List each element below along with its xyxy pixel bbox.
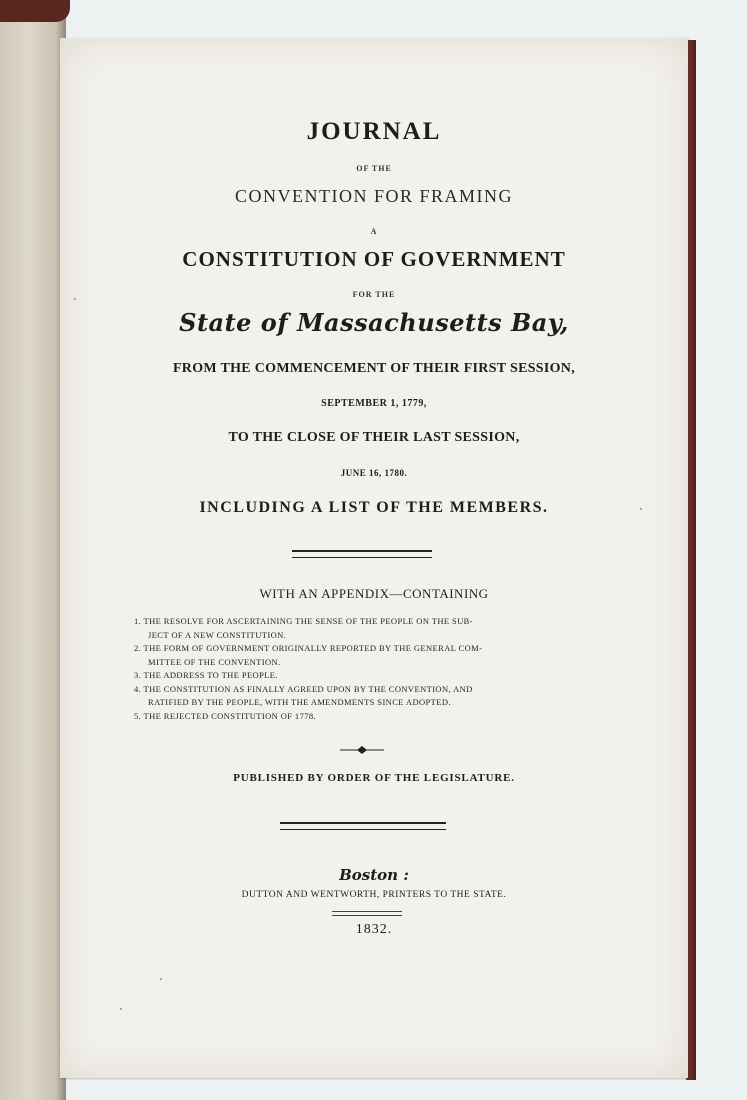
constitution-line: CONSTITUTION OF GOVERNMENT (182, 247, 566, 271)
published-line: PUBLISHED BY ORDER OF THE LEGISLATURE. (233, 772, 515, 784)
a-word-text: A (370, 227, 378, 236)
appendix-item: 3. THE ADDRESS TO THE PEOPLE. (134, 670, 278, 680)
paper-speck (120, 1008, 122, 1010)
appendix-item: 2. THE FORM OF GOVERNMENT ORIGINALLY REPORTED BY THE GENERAL COM- (134, 643, 483, 653)
last-session-date: JUNE 16, 1780. (340, 468, 408, 478)
paper-speck (74, 298, 76, 300)
book-binding-edge (0, 0, 66, 1100)
paper-speck (160, 978, 162, 980)
ornament-dash-icon (340, 746, 384, 754)
book-cover-corner (0, 0, 70, 22)
appendix-item-continuation: MITTEE OF THE CONVENTION. (148, 656, 281, 667)
appendix-list (134, 615, 604, 723)
state-line: State of Massachusetts Bay, (179, 308, 569, 337)
imprint-printers: DUTTON AND WENTWORTH, PRINTERS TO THE STATE. (241, 890, 507, 900)
appendix-item: 1. THE RESOLVE FOR ASCERTAINING THE SENSE OF THE PEOPLE ON THE SUB- (134, 616, 473, 626)
appendix-item: 5. THE REJECTED CONSTITUTION OF 1778. (134, 710, 317, 721)
appendix-item-continuation: JECT OF A NEW CONSTITUTION. (148, 629, 287, 640)
appendix-item-continuation: RATIFIED BY THE PEOPLE, WITH THE AMENDMENTS SINCE ADOPTED. (148, 697, 451, 707)
convention-line: CONVENTION FOR FRAMING (234, 186, 513, 206)
appendix-item: 4. THE CONSTITUTION AS FINALLY AGREED UPON BY THE CONVENTION, AND (134, 683, 473, 694)
divider-rule (280, 822, 446, 830)
divider-rule (292, 550, 432, 558)
page-title: JOURNAL (306, 118, 442, 145)
divider-rule-small (332, 911, 402, 916)
imprint-year: 1832. (355, 922, 393, 937)
imprint-city: Boston : (339, 866, 409, 884)
of-the-text: OF THE (356, 164, 392, 173)
for-the-text: FOR THE (352, 290, 396, 299)
including-line: INCLUDING A LIST OF THE MEMBERS. (199, 499, 549, 516)
appendix-heading: WITH AN APPENDIX—CONTAINING (259, 586, 489, 601)
first-session-date: SEPTEMBER 1, 1779, (321, 398, 427, 409)
from-line: FROM THE COMMENCEMENT OF THEIR FIRST SESSION, (172, 361, 576, 376)
title-page (60, 38, 688, 1078)
paper-speck (640, 508, 642, 510)
close-line: TO THE CLOSE OF THEIR LAST SESSION, (228, 430, 520, 445)
